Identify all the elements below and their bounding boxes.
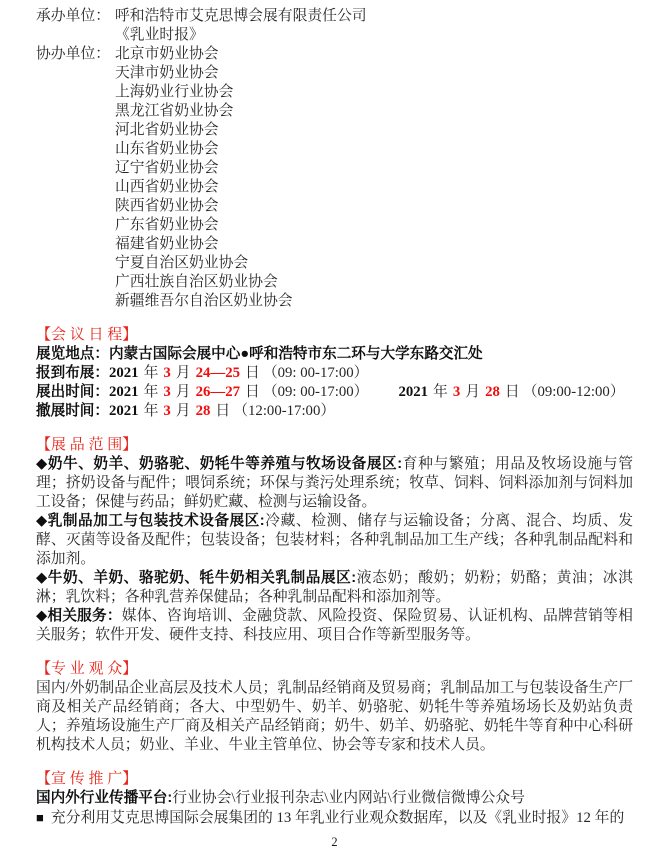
move-out-days: 28 xyxy=(195,403,211,419)
co-organizer-item: 宁夏自治区奶业协会 xyxy=(115,255,249,271)
venue-label: 展览地点： xyxy=(36,346,109,362)
move-out-label: 撤展时间： xyxy=(36,403,109,419)
scope-item-lead: ◆奶牛、奶羊、奶骆驼、奶牦牛等养殖与牧场设备展区: xyxy=(36,456,403,472)
show-time-year-1: 2021 xyxy=(108,384,139,400)
scope-item-body: 冷藏、检测、储存与运输设备；分离、混合、均质、发酵、灭菌等设备及配件；包装设备；包装材料；各种乳制品加工生产线；各种乳制品配料和添加剂。 xyxy=(36,513,633,567)
move-in-month: 3 xyxy=(163,365,171,381)
month-unit: 月 xyxy=(175,384,191,400)
co-organizer-item: 北京市奶业协会 xyxy=(115,46,219,62)
show-time-days-2: 28 xyxy=(485,384,500,400)
organizer-newspaper: 《乳业时报》 xyxy=(115,27,204,43)
year-unit: 年 xyxy=(143,403,159,419)
organizer-values xyxy=(115,7,633,45)
promotion-bullet-text: 充分利用艾克思博国际会展集团的 13 年乳业行业观众数据库，以及《乳业时报》12 年的 xyxy=(50,810,625,826)
promotion-platform-line xyxy=(36,789,633,808)
co-organizer-list xyxy=(115,45,633,311)
promotion-platform-value: 行业协会\行业报刊杂志\业内网站\行业微信微博公众号 xyxy=(172,790,525,806)
scope-item xyxy=(36,455,633,512)
move-in-label: 报到布展： xyxy=(36,365,109,381)
move-in-year: 2021 xyxy=(108,365,139,381)
co-organizer-item: 陕西省奶业协会 xyxy=(115,198,219,214)
scope-item-lead: ◆牛奶、羊奶、骆驼奶、牦牛奶相关乳制品展区: xyxy=(36,570,357,586)
scope-item-body: 液态奶；酸奶；奶粉；奶酪；黄油；冰淇淋；乳饮料；各种乳营养保健品；各种乳制品配料和添加剂等。 xyxy=(36,570,633,605)
show-time-month-1: 3 xyxy=(163,384,171,400)
show-time-days-1: 26—27 xyxy=(195,384,240,400)
year-unit: 年 xyxy=(143,365,159,381)
scope-item xyxy=(36,607,633,645)
co-organizer-item: 福建省奶业协会 xyxy=(115,236,219,252)
move-in-time: （09: 00-17:00） xyxy=(262,365,369,381)
scope-item-lead: ◆相关服务： xyxy=(36,608,122,624)
co-organizer-item: 上海奶业行业协会 xyxy=(115,84,234,100)
organizer-company: 呼和浩特市艾克思博会展有限责任公司 xyxy=(115,8,367,24)
show-time-second-block xyxy=(398,384,624,400)
co-organizer-item: 辽宁省奶业协会 xyxy=(115,160,219,176)
scope-item-lead: ◆乳制品加工与包装技术设备展区: xyxy=(36,513,265,529)
section-heading-scope: 【展 品 范 围】 xyxy=(36,437,138,453)
co-organizer-label: 协办单位： xyxy=(36,46,110,62)
co-organizer-item: 新疆维吾尔自治区奶业协会 xyxy=(115,293,293,309)
promotion-bullet-line xyxy=(36,808,633,828)
page-number: 2 xyxy=(331,835,338,849)
co-organizer-item: 山东省奶业协会 xyxy=(115,141,219,157)
month-unit: 月 xyxy=(465,384,481,400)
section-heading-audience: 【专 业 观 众】 xyxy=(36,661,138,677)
organizer-label: 承办单位： xyxy=(36,8,110,24)
co-organizer-item: 黑龙江省奶业协会 xyxy=(115,103,234,119)
year-unit: 年 xyxy=(143,384,159,400)
show-time-label: 展出时间： xyxy=(36,384,109,400)
day-unit: 日 xyxy=(245,365,260,381)
show-time-year-2: 2021 xyxy=(398,384,429,400)
audience-paragraph: 国内/外奶制品企业高层及技术人员；乳制品经销商及贸易商；乳制品加工与包装设备生产厂商及相关产品经销商；各大、中型奶牛、奶羊、奶骆驼、奶牦牛等养殖场场长及奶站负责人；养殖场设施生产厂商及相关产品经销商；奶牛、奶羊、奶骆驼、奶牦牛等育种中心科研机构技术人员；奶业、羊业、牛业主管单位、协会等专家和技术人员。 xyxy=(36,680,633,753)
venue-line xyxy=(36,345,633,364)
co-organizer-item: 山西省奶业协会 xyxy=(115,179,219,195)
move-out-month: 3 xyxy=(163,403,171,419)
co-organizer-item: 河北省奶业协会 xyxy=(115,122,219,138)
co-organizer-section xyxy=(36,45,633,311)
month-unit: 月 xyxy=(175,365,191,381)
scope-item-body: 育种与繁殖；用品及牧场设施与管理；挤奶设备与配件；喂饲系统；环保与粪污处理系统；牧草、饲料、饲料添加剂与饲料加工设备；保健与药品；鲜奶贮藏、检测与运输设备。 xyxy=(36,456,633,510)
month-unit: 月 xyxy=(175,403,191,419)
show-time-month-2: 3 xyxy=(452,384,461,400)
square-bullet-icon: ■ xyxy=(36,810,44,825)
day-unit: 日 xyxy=(215,403,231,419)
scope-item-body: 媒体、咨询培训、金融贷款、风险投资、保险贸易、认证机构、品牌营销等相关服务；软件开发、硬件支持、科技应用、项目合作等新型服务等。 xyxy=(36,608,633,643)
section-heading-promotion: 【宣 传 推 广】 xyxy=(36,771,138,787)
section-heading-schedule: 【会 议 日 程】 xyxy=(36,327,138,343)
year-unit: 年 xyxy=(433,384,448,400)
move-in-line xyxy=(36,364,633,383)
move-out-line xyxy=(36,402,633,421)
scope-item xyxy=(36,569,633,607)
scope-item xyxy=(36,512,633,569)
show-time-hours-2: （09:00-12:00） xyxy=(522,384,625,400)
venue-value: 内蒙古国际会展中心●呼和浩特市东二环与大学东路交汇处 xyxy=(108,346,483,362)
day-unit: 日 xyxy=(504,384,520,400)
move-out-year: 2021 xyxy=(108,403,139,419)
day-unit: 日 xyxy=(245,384,260,400)
promotion-platform-label: 国内外行业传播平台: xyxy=(36,790,173,806)
move-out-time: （12:00-17:00） xyxy=(233,403,336,419)
move-in-days: 24—25 xyxy=(195,365,240,381)
co-organizer-item: 广西壮族自治区奶业协会 xyxy=(115,274,278,290)
co-organizer-item: 天津市奶业协会 xyxy=(115,65,219,81)
show-time-hours-1: （09: 00-17:00） xyxy=(262,384,369,400)
co-organizer-item: 广东省奶业协会 xyxy=(115,217,219,233)
show-time-line xyxy=(36,383,633,402)
organizer-section xyxy=(36,7,633,45)
